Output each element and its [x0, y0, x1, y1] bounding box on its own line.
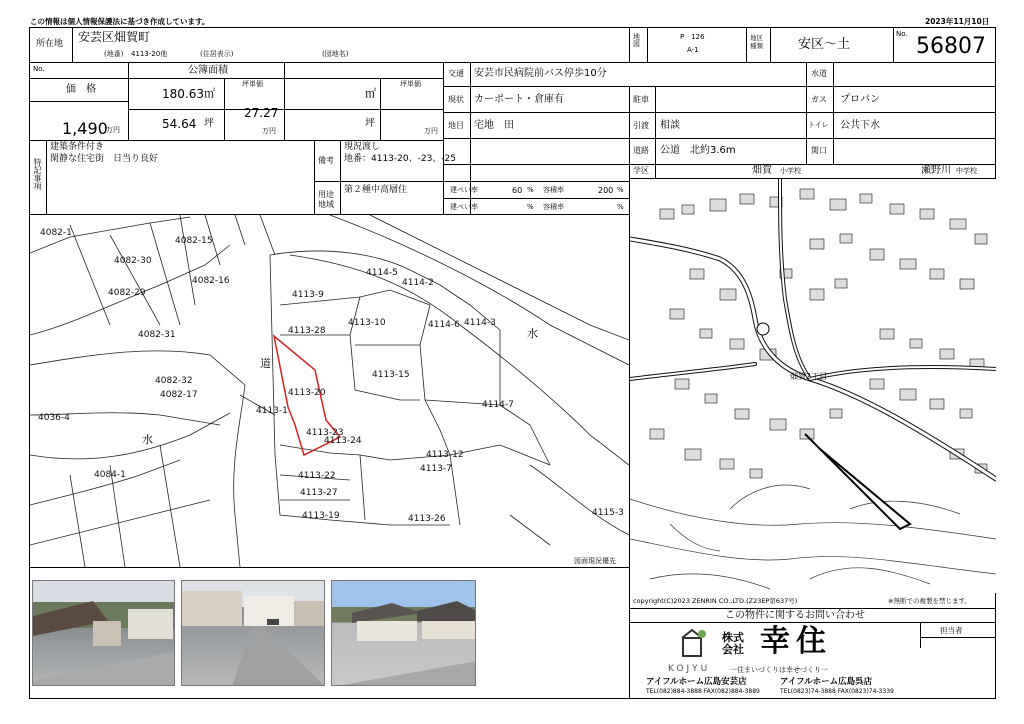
- note-line2: 地番：4113-20、-23、-25: [344, 154, 457, 164]
- delivery-value: 相談: [660, 120, 680, 131]
- plot-lot-label: 4036-4: [38, 413, 70, 423]
- tsubo-price-unit: 万円: [262, 127, 276, 135]
- zoning-zone: 第２種中高層住: [344, 185, 408, 195]
- traffic-value: 安芸市民病院前バス停歩10分: [474, 68, 607, 79]
- gas-label: ガス: [811, 95, 827, 104]
- plot-lot-label: 4113-26: [408, 514, 446, 524]
- area-no-label: No.: [33, 65, 45, 73]
- area-sqm: 180.63: [162, 87, 204, 101]
- area-tsubo: 54.64: [162, 117, 197, 131]
- plot-lot-label: 4082-32: [155, 376, 193, 386]
- traffic-label: 交通: [448, 69, 464, 78]
- zoning-label: 用途地域: [318, 190, 334, 210]
- area-map: [630, 179, 996, 593]
- plot-map: [30, 215, 629, 567]
- price-label: 価 格: [66, 84, 96, 95]
- road-label: 道路: [633, 146, 649, 155]
- plot-lot-label: 4082-17: [160, 390, 198, 400]
- area-map-town-label: 畑賀2丁目: [790, 372, 828, 381]
- area-map-drawing: [630, 179, 996, 593]
- tsubo-price2-unit: 万円: [424, 127, 438, 135]
- district-value: 安区～土: [798, 37, 851, 52]
- land-type-label: 地目: [448, 121, 464, 130]
- price-value: 1,490: [62, 119, 108, 138]
- company-name: 幸住: [760, 624, 832, 659]
- address-display: (住居表示): [200, 50, 234, 58]
- special-line2: 閑静な住宅街 日当り良好: [50, 154, 159, 164]
- special-notes-label: 特記事項: [33, 158, 42, 190]
- district-label: 地区種類: [750, 34, 763, 50]
- elementary-school-name: 畑賀: [752, 165, 772, 176]
- map-grid: A-1: [687, 46, 699, 54]
- plot-lot-label: 4113-12: [426, 450, 464, 460]
- plot-lot-label: 4114-6: [428, 320, 460, 330]
- privacy-notice: この情報は個人情報保護法に基づき作成しています。: [30, 17, 210, 26]
- bcr-value: 60: [512, 186, 523, 195]
- plot-lot-label: 4113-22: [298, 471, 336, 481]
- plot-lot-label: 4115-3: [592, 508, 624, 518]
- toilet-label: トイレ: [808, 121, 829, 129]
- no-label: No.: [896, 30, 908, 38]
- road-value: 公道 北約3.6m: [660, 145, 736, 156]
- special-line1: 建築条件付き: [50, 142, 105, 152]
- plot-lot-label: 4082-16: [192, 276, 230, 286]
- plot-lot-label: 4113-20: [288, 388, 326, 398]
- water-char: 水: [527, 327, 538, 340]
- photo-street: [181, 580, 325, 686]
- plot-lot-label: 4113-23: [306, 428, 344, 438]
- company-logo-icon: [680, 628, 708, 658]
- company-prefix: 株式会社: [722, 631, 744, 657]
- far-value: 200: [598, 186, 614, 195]
- water-char-2: 水: [142, 433, 153, 446]
- plot-lot-label: 4113-10: [348, 318, 386, 328]
- land-type-value: 宅地 田: [474, 120, 514, 131]
- plot-lot-label: 4113-9: [292, 290, 324, 300]
- store2-name: アイフルホーム広島呉店: [780, 677, 873, 687]
- gas-value: プロパン: [840, 94, 880, 105]
- plot-lot-label: 4114-3: [464, 318, 496, 328]
- company-roman: KOJYU: [668, 664, 711, 674]
- housing-complex: (団地名): [322, 50, 349, 58]
- photo-neighborhood: [331, 580, 476, 686]
- plot-lot-label: 4082-30: [114, 256, 152, 266]
- plot-lot-label: 4082-31: [138, 330, 176, 340]
- plot-lot-label: 4113-24: [324, 436, 362, 446]
- school-label: 学区: [633, 166, 649, 175]
- plot-lot-label: 4082-29: [108, 288, 146, 298]
- company-slogan: 一住まいづくりは幸せづくり一: [730, 666, 828, 674]
- official-area-label: 公簿面積: [188, 65, 228, 76]
- note-label: 備考: [318, 156, 334, 165]
- tsubo-price-label: 坪単価: [242, 80, 263, 88]
- property-number: 56807: [916, 34, 986, 59]
- area-tsubo2-unit: 坪: [365, 118, 375, 129]
- plot-lot-label: 4113-7: [420, 464, 452, 474]
- middle-school-name: 瀬野川: [921, 165, 951, 176]
- plot-lot-label: 4113-27: [300, 488, 338, 498]
- lot-prefix: (地番): [104, 50, 124, 58]
- bcr-pct: %: [527, 186, 534, 194]
- plot-lot-label: 4113-28: [288, 326, 326, 336]
- far-pct: %: [617, 186, 624, 194]
- elementary-school-suffix: 小学校: [780, 167, 801, 175]
- far2-pct: %: [617, 203, 624, 211]
- delivery-label: 引渡: [633, 121, 649, 130]
- store1-tel: TEL(082)884-3888 FAX(082)884-3889: [646, 688, 760, 695]
- bcr2-pct: %: [527, 203, 534, 211]
- plot-lot-label: 4114-2: [402, 278, 434, 288]
- area-tsubo-unit: 坪: [204, 118, 214, 129]
- parking-label: 駐車: [633, 95, 649, 104]
- water-label: 水道: [811, 69, 827, 78]
- middle-school-suffix: 中学校: [956, 167, 977, 175]
- plot-map-caption: 図面現況優先: [574, 557, 616, 565]
- plot-lot-label: 4113-19: [302, 511, 340, 521]
- bcr-label: 建ぺい率: [450, 186, 478, 194]
- tsubo-price: 27.27: [244, 106, 279, 120]
- plot-map-drawing: [30, 215, 629, 567]
- map-page: P 126: [680, 33, 705, 41]
- plot-lot-label: 4113-1: [256, 406, 288, 416]
- status-value: カーポート・倉庫有: [474, 94, 564, 105]
- contact-banner: この物件に関するお問い合わせ: [725, 610, 865, 621]
- far2-label: 容積率: [543, 203, 564, 211]
- area-sqm2-unit: ㎡: [365, 87, 376, 100]
- location-value: 安芸区畑賀町: [78, 30, 151, 44]
- photo-carport: [32, 580, 175, 686]
- plot-lot-label: 4114-5: [366, 268, 398, 278]
- location-label: 所在地: [36, 39, 64, 49]
- note-line1: 現況渡し: [344, 142, 381, 152]
- road-char: 道: [260, 357, 271, 370]
- plot-lot-label: 4082-1: [40, 228, 72, 238]
- map-ref-label: 地図: [633, 33, 640, 48]
- plot-lot-label: 4084-1: [94, 470, 126, 480]
- status-label: 現状: [448, 95, 464, 104]
- plot-lot-label: 4113-15: [372, 370, 410, 380]
- gate-label: 関口: [811, 146, 827, 155]
- area-sqm-unit: ㎡: [204, 87, 215, 100]
- price-unit: 万円: [106, 126, 120, 134]
- lot-value: 4113-20他: [131, 50, 168, 58]
- store2-tel: TEL(0823)74-3888 FAX(0823)74-3339: [780, 688, 894, 695]
- bcr2-label: 建ぺい率: [450, 203, 478, 211]
- staff-label: 担当者: [940, 626, 963, 635]
- map-copyright: copyright(C)2023 ZENRIN CO.,LTD.(Z23EP第637号): [633, 597, 798, 605]
- plot-lot-label: 4114-7: [482, 400, 514, 410]
- far-label: 容積率: [543, 186, 564, 194]
- plot-lot-label: 4082-15: [175, 236, 213, 246]
- document-date: 2023年11月10日: [925, 17, 990, 26]
- tsubo-price2-label: 坪単価: [400, 80, 421, 88]
- toilet-value: 公共下水: [840, 120, 880, 131]
- map-copy-note: ※無断での複製を禁じます。: [888, 597, 971, 605]
- store1-name: アイフルホーム広島安芸店: [646, 677, 747, 687]
